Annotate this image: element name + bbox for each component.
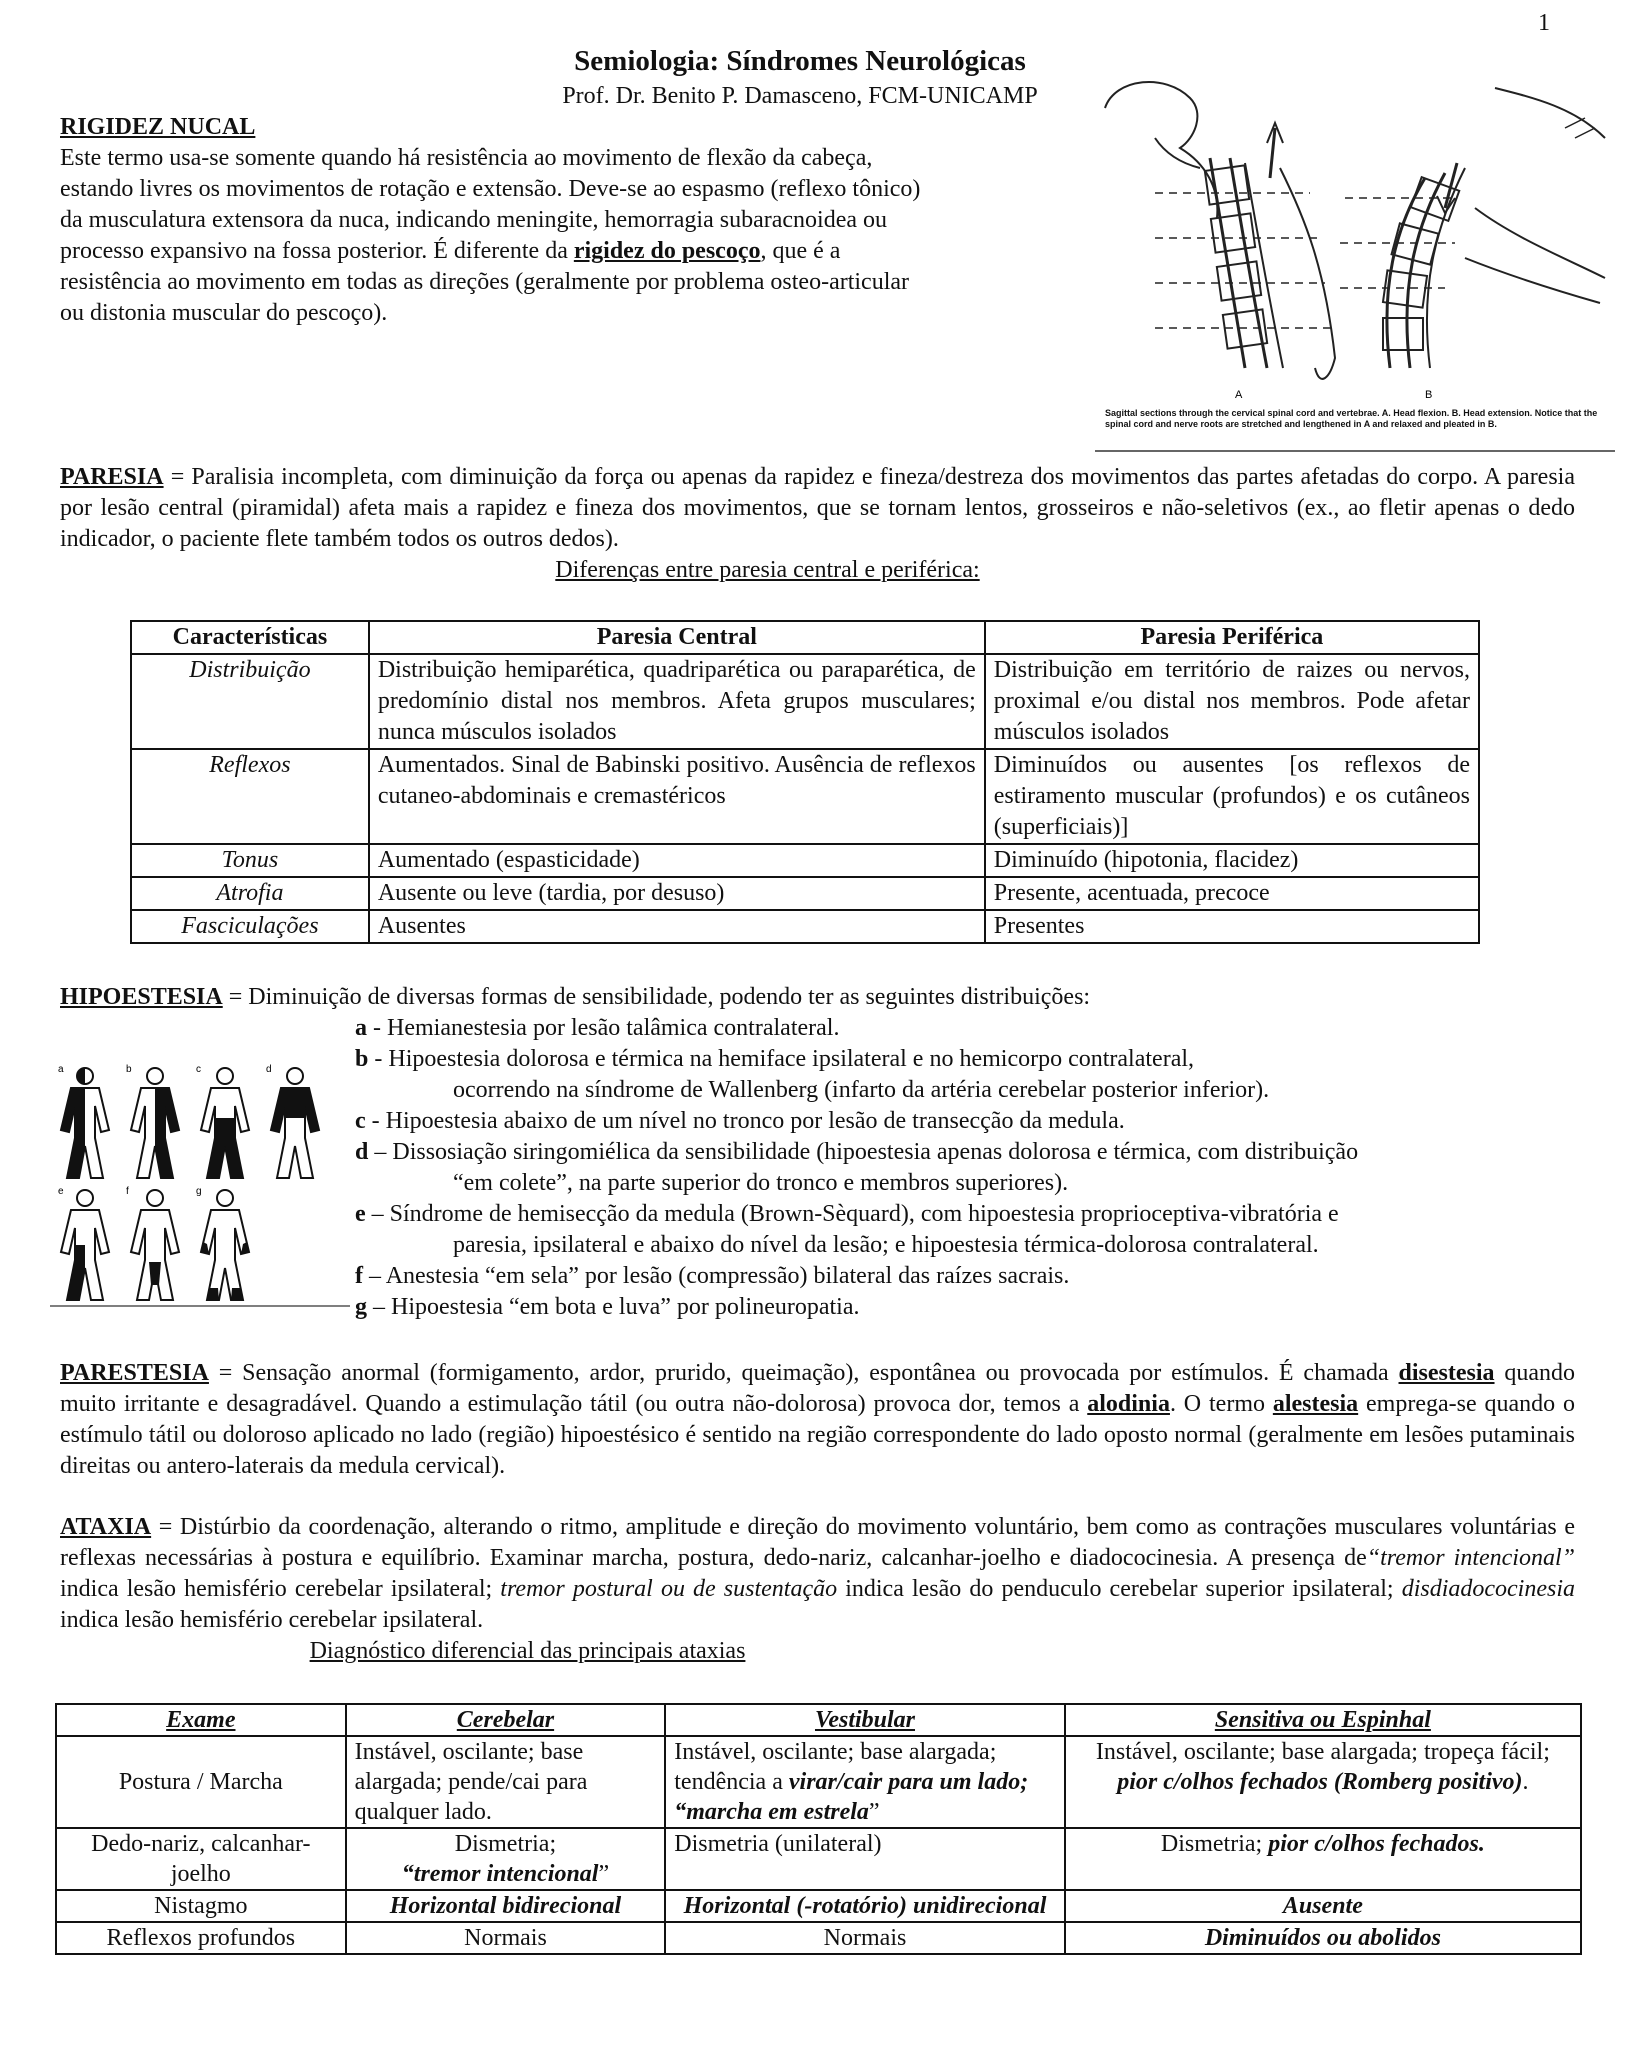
item-sep: - [367, 1015, 387, 1041]
cell-vestibular: Normais [665, 1922, 1064, 1954]
row-label: Dedo-nariz, calcanhar-joelho [56, 1828, 346, 1890]
body-figure-e [61, 1190, 109, 1300]
section-hipoestesia [60, 982, 1600, 1013]
row-label: Nistagmo [56, 1890, 346, 1922]
paresia-table-title: Diferenças entre paresia central e periférica: [555, 557, 980, 583]
ataxia-table-title: Diagnóstico diferencial das principais ataxias [309, 1638, 746, 1664]
cell-text: Instável, oscilante; base alargada; tropeça fácil; [1095, 1739, 1550, 1765]
item-sep: – [365, 1201, 390, 1227]
cell-periferica: Presentes [985, 910, 1479, 943]
cell-vestibular: Dismetria (unilateral) [665, 1828, 1064, 1890]
table-row [56, 1890, 1581, 1922]
list-item [355, 1261, 1595, 1292]
table-row [131, 910, 1479, 943]
paresia-text: = Paralisia incompleta, com diminuição da força ou apenas da rapidez e fineza/destreza dos movimentos das partes afetadas do corpo. A paresia por lesão central (piramidal) afeta mais a rapidez e fineza dos movimentos, que se tornam lentos, grosseiros e não-seletivos (ex., ao fletir apenas o dedo indicador, o paciente flete também todos os outros dedos). [60, 464, 1575, 552]
list-item [355, 1199, 1595, 1230]
cell-text: Instável, oscilante; base alargada; tendência a [674, 1739, 997, 1795]
item-letter: e [355, 1201, 366, 1227]
row-label: Distribuição [131, 654, 369, 749]
paresia-heading: PARESIA [60, 464, 164, 490]
term-disestesia: disestesia [1398, 1360, 1495, 1386]
table-row [56, 1828, 1581, 1890]
ataxia-term-tremor-postural: tremor postural ou de sustentação [500, 1576, 838, 1602]
cell-central: Ausente ou leve (tardia, por desuso) [369, 877, 985, 910]
body-figure-g [201, 1190, 249, 1300]
term-alestesia: alestesia [1272, 1391, 1359, 1417]
table-header-cerebelar: Cerebelar [346, 1704, 666, 1736]
row-label: Postura / Marcha [56, 1736, 346, 1828]
document-title: Semiologia: Síndromes Neurológicas [574, 45, 1026, 77]
item-letter: f [355, 1263, 363, 1289]
item-text: Dissosiação siringomiélica da sensibilidade (hipoestesia apenas dolorosa e térmica, com distribuição [392, 1139, 1359, 1165]
term-alodinia: alodinia [1087, 1391, 1170, 1417]
item-sep: - [365, 1108, 386, 1134]
section-paresia [60, 462, 1575, 586]
table-header-sensitiva: Sensitiva ou Espinhal [1065, 1704, 1581, 1736]
spine-figure-caption: Sagittal sections through the cervical spinal cord and vertebrae. A. Head flexion. B. Head extension. Notice that the spinal cord and nerve roots are stretched and lengthened in A and relaxed and pleated in B. [1105, 408, 1598, 429]
body-figure-a [61, 1068, 109, 1178]
cell-text-end: ” [598, 1861, 610, 1887]
table-row [131, 749, 1479, 844]
rigidez-line-5: resistência ao movimento em todas as direções (geralmente por problema osteo-articular [60, 269, 910, 295]
cell-sensitiva [1065, 1736, 1581, 1828]
rigidez-heading: RIGIDEZ NUCAL [60, 114, 256, 140]
table-header-row [56, 1704, 1581, 1736]
body-figure-f [131, 1190, 179, 1300]
row-label: Tonus [131, 844, 369, 877]
item-text: Hipoestesia dolorosa e térmica na hemiface ipsilateral e no hemicorpo contralateral, [388, 1046, 1195, 1072]
table-row [56, 1736, 1581, 1828]
rigidez-line-6: ou distonia muscular do pescoço). [60, 300, 388, 326]
row-label: Atrofia [131, 877, 369, 910]
parestesia-text-2: quando muito irritante e desagradável. Quando a estimulação tátil (ou outra não-dolorosa) provoca dor, temos a [60, 1360, 1575, 1417]
section-rigidez-nucal [60, 112, 1060, 329]
table-row [131, 844, 1479, 877]
rigidez-line-4 [60, 236, 1060, 267]
cell-central: Distribuição hemiparética, quadriparética ou paraparética, de predomínio distal nos membros. Afeta grupos musculares; nunca músculos isolados [369, 654, 985, 749]
section-ataxia [60, 1512, 1575, 1667]
ataxia-paragraph [60, 1512, 1575, 1636]
item-sep: – [363, 1263, 386, 1289]
body-label-e: e [58, 1186, 64, 1197]
item-text: Hipoestesia “em bota e luva” por polineuropatia. [391, 1294, 860, 1320]
table-row [131, 877, 1479, 910]
parestesia-text-1: = Sensação anormal (formigamento, ardor, prurido, queimação), espontânea ou provocada por estímulos. É chamada [208, 1360, 1399, 1386]
table-row [56, 1922, 1581, 1954]
parestesia-heading: PARESTESIA [60, 1360, 209, 1386]
list-item [355, 1292, 1595, 1323]
list-item [355, 1044, 1595, 1075]
cell-periferica: Diminuídos ou ausentes [os reflexos de estiramento muscular (profundos) e os cutâneos (superficiais)] [985, 749, 1479, 844]
item-text: Hipoestesia abaixo de um nível no tronco por lesão de transecção da medula. [385, 1108, 1125, 1134]
table-header-exame: Exame [56, 1704, 346, 1736]
cell-emph: “tremor intencional [401, 1861, 599, 1887]
ataxia-text-4: indica lesão hemisfério cerebelar ipsilateral. [60, 1607, 484, 1633]
ataxia-term-tremor-intencional: “tremor intencional” [1366, 1545, 1575, 1571]
rigidez-line-2: estando livres os movimentos de rotação e extensão. Deve-se ao espasmo (reflexo tônico) [60, 176, 921, 202]
row-label: Fasciculações [131, 910, 369, 943]
rigidez-line-4-text: processo expansivo na fossa posterior. É diferente da [60, 238, 574, 264]
cell-central: Aumentado (espasticidade) [369, 844, 985, 877]
ataxia-text-3: indica lesão do penduculo cerebelar superior ipsilateral; [837, 1576, 1402, 1602]
spine-label-a: A [1235, 389, 1243, 401]
paresia-comparison-table [130, 620, 1480, 944]
ataxia-heading: ATAXIA [60, 1514, 152, 1540]
cell-text-end: ” [868, 1799, 880, 1825]
body-label-b: b [126, 1064, 132, 1075]
cell-text: Dismetria; [1160, 1831, 1269, 1857]
row-label: Reflexos profundos [56, 1922, 346, 1954]
body-label-f: f [126, 1186, 129, 1197]
cell-vestibular: Horizontal (-rotatório) unidirecional [665, 1890, 1064, 1922]
cell-sensitiva [1065, 1828, 1581, 1890]
cell-emph: pior c/olhos fechados. [1268, 1831, 1485, 1857]
item-letter: g [355, 1294, 367, 1320]
document-author: Prof. Dr. Benito P. Damasceno, FCM-UNICAMP [562, 83, 1038, 109]
cell-emph: pior c/olhos fechados (Romberg positivo) [1117, 1769, 1523, 1795]
list-item [355, 1013, 1595, 1044]
cell-emph: virar/cair para um lado; “marcha em estrela [674, 1769, 1029, 1825]
cell-cerebelar: Instável, oscilante; base alargada; pende/cai para qualquer lado. [346, 1736, 666, 1828]
body-label-d: d [266, 1064, 272, 1075]
item-text: Anestesia “em sela” por lesão (compressão) bilateral das raízes sacrais. [385, 1263, 1070, 1289]
cell-periferica: Distribuição em território de raizes ou nervos, proximal e/ou distal nos membros. Pode afetar músculos isolados [985, 654, 1479, 749]
ataxia-differential-table [55, 1703, 1582, 1955]
item-letter: d [355, 1139, 369, 1165]
item-text: Hemianestesia por lesão talâmica contralateral. [387, 1015, 840, 1041]
table-header-periferica: Paresia Periférica [985, 621, 1479, 654]
row-label: Reflexos [131, 749, 369, 844]
cell-text: Dismetria; [454, 1831, 557, 1857]
table-header-caracteristicas: Características [131, 621, 369, 654]
ataxia-text-2: indica lesão hemisfério cerebelar ipsilateral; [60, 1576, 501, 1602]
spine-label-b: B [1425, 389, 1433, 401]
cell-periferica: Presente, acentuada, precoce [985, 877, 1479, 910]
body-figure-b [131, 1068, 179, 1178]
page-number: 1 [1538, 10, 1550, 36]
parestesia-text-3: . O termo [1169, 1391, 1273, 1417]
sensory-distribution-figure [50, 1048, 350, 1308]
hipoestesia-heading: HIPOESTESIA [60, 984, 223, 1010]
cell-vestibular [665, 1736, 1064, 1828]
ataxia-text-1: = Distúrbio da coordenação, alterando o ritmo, amplitude e direção do movimento voluntário, bem como as contrações musculares voluntárias e reflexas necessárias à postura e equilíbrio. Examinar marcha, postura, dedo-nariz, calcanhar-joelho e diadococinesia. A presença de [60, 1514, 1575, 1571]
rigidez-line-1: Este termo usa-se somente quando há resistência ao movimento de flexão da cabeça, [60, 145, 873, 171]
body-label-a: a [58, 1064, 64, 1075]
head-a-outline [1105, 82, 1217, 218]
rigidez-line-4-end: , que é a [760, 238, 841, 264]
body-figure-c [201, 1068, 249, 1178]
hipoestesia-intro: = Diminuição de diversas formas de sensibilidade, podendo ter as seguintes distribuições: [222, 984, 1091, 1010]
hipoestesia-list [355, 1013, 1595, 1323]
rigidez-pescoco-term: rigidez do pescoço [573, 238, 761, 264]
item-sep: – [367, 1294, 391, 1320]
table-header-row [131, 621, 1479, 654]
cell-central: Aumentados. Sinal de Babinski positivo. Ausência de reflexos cutaneo-abdominais e cremastéricos [369, 749, 985, 844]
cell-cerebelar: Normais [346, 1922, 666, 1954]
body-label-g: g [196, 1186, 202, 1197]
item-letter: c [355, 1108, 366, 1134]
item-text: Síndrome de hemisecção da medula (Brown-Sèquard), com hipoestesia proprioceptiva-vibratória e [389, 1201, 1339, 1227]
cell-cerebelar [346, 1828, 666, 1890]
parestesia-paragraph [60, 1358, 1575, 1482]
table-row [131, 654, 1479, 749]
list-item [355, 1137, 1595, 1168]
list-item-continuation: ocorrendo na síndrome de Wallenberg (infarto da artéria cerebelar posterior inferior). [453, 1077, 1270, 1103]
list-item-continuation: “em colete”, na parte superior do tronco e membros superiores). [453, 1170, 1069, 1196]
ataxia-term-disdiadococinesia: disdiadococinesia [1401, 1576, 1576, 1602]
item-sep: - [368, 1046, 389, 1072]
table-header-vestibular: Vestibular [665, 1704, 1064, 1736]
cell-cerebelar: Horizontal bidirecional [346, 1890, 666, 1922]
cell-sensitiva: Ausente [1065, 1890, 1581, 1922]
table-header-central: Paresia Central [369, 621, 985, 654]
item-letter: a [355, 1015, 367, 1041]
list-item [355, 1106, 1595, 1137]
paresia-paragraph [60, 462, 1575, 555]
cell-text-end: . [1522, 1769, 1529, 1795]
body-label-c: c [196, 1064, 201, 1075]
rigidez-line-3: da musculatura extensora da nuca, indicando meningite, hemorragia subaracnoidea ou [60, 207, 888, 233]
spine-flexion-figure [1095, 68, 1615, 453]
item-letter: b [355, 1046, 369, 1072]
cell-sensitiva: Diminuídos ou abolidos [1065, 1922, 1581, 1954]
section-parestesia [60, 1358, 1575, 1482]
list-item-continuation: paresia, ipsilateral e abaixo do nível da lesão; e hipoestesia térmica-dolorosa contralateral. [453, 1232, 1319, 1258]
cell-central: Ausentes [369, 910, 985, 943]
cell-periferica: Diminuído (hipotonia, flacidez) [985, 844, 1479, 877]
body-figure-d [271, 1068, 319, 1178]
item-sep: – [368, 1139, 393, 1165]
parestesia-text-4: emprega-se quando o estímulo tátil ou doloroso aplicado no lado (região) hipoestésico é sentido na região correspondente do lado oposto normal (geralmente em lesões putaminais direitas ou antero-laterais da medula cervical). [60, 1391, 1575, 1479]
